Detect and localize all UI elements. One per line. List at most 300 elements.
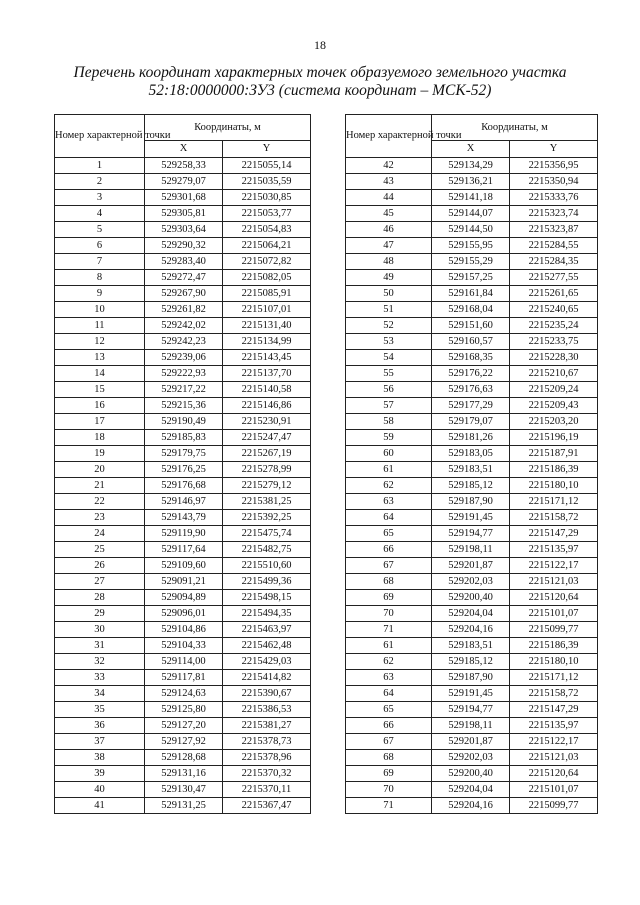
table-row bbox=[346, 702, 598, 718]
cell-x: 529177,29 bbox=[432, 398, 510, 414]
cell-x: 529279,07 bbox=[145, 174, 223, 190]
cell-point-number: 25 bbox=[55, 542, 145, 558]
table-row bbox=[346, 158, 598, 174]
cell-point-number: 67 bbox=[346, 558, 432, 574]
cell-x: 529094,89 bbox=[145, 590, 223, 606]
table-row bbox=[55, 718, 311, 734]
cell-point-number: 32 bbox=[55, 654, 145, 670]
cell-y: 2215284,55 bbox=[510, 238, 598, 254]
cell-x: 529242,23 bbox=[145, 334, 223, 350]
page-number: 18 bbox=[314, 38, 326, 52]
cell-x: 529091,21 bbox=[145, 574, 223, 590]
cell-point-number: 34 bbox=[55, 686, 145, 702]
cell-x: 529198,11 bbox=[432, 718, 510, 734]
cell-point-number: 59 bbox=[346, 430, 432, 446]
cell-point-number: 22 bbox=[55, 494, 145, 510]
cell-y: 2215135,97 bbox=[510, 542, 598, 558]
cell-y: 2215494,35 bbox=[223, 606, 311, 622]
cell-x: 529200,40 bbox=[432, 766, 510, 782]
header-x: X bbox=[145, 141, 223, 158]
cell-x: 529194,77 bbox=[432, 702, 510, 718]
cell-y: 2215064,21 bbox=[223, 238, 311, 254]
cell-y: 2215230,91 bbox=[223, 414, 311, 430]
cell-y: 2215122,17 bbox=[510, 734, 598, 750]
cell-y: 2215122,17 bbox=[510, 558, 598, 574]
table-row bbox=[55, 510, 311, 526]
cell-point-number: 42 bbox=[346, 158, 432, 174]
table-row bbox=[55, 270, 311, 286]
cell-point-number: 64 bbox=[346, 510, 432, 526]
table-row bbox=[55, 542, 311, 558]
header-coordinates: Координаты, м bbox=[432, 115, 598, 141]
cell-y: 2215107,01 bbox=[223, 302, 311, 318]
cell-y: 2215381,25 bbox=[223, 494, 311, 510]
cell-x: 529272,47 bbox=[145, 270, 223, 286]
cell-y: 2215381,27 bbox=[223, 718, 311, 734]
table-row bbox=[55, 222, 311, 238]
cell-point-number: 21 bbox=[55, 478, 145, 494]
cell-point-number: 57 bbox=[346, 398, 432, 414]
cell-x: 529124,63 bbox=[145, 686, 223, 702]
cell-point-number: 63 bbox=[346, 670, 432, 686]
table-row bbox=[346, 318, 598, 334]
cell-x: 529267,90 bbox=[145, 286, 223, 302]
cell-y: 2215367,47 bbox=[223, 798, 311, 814]
cell-x: 529239,06 bbox=[145, 350, 223, 366]
table-row bbox=[346, 718, 598, 734]
cell-point-number: 67 bbox=[346, 734, 432, 750]
cell-point-number: 71 bbox=[346, 622, 432, 638]
cell-x: 529096,01 bbox=[145, 606, 223, 622]
table-row bbox=[55, 238, 311, 254]
cell-x: 529155,95 bbox=[432, 238, 510, 254]
cell-x: 529144,07 bbox=[432, 206, 510, 222]
table-row bbox=[55, 382, 311, 398]
cell-y: 2215261,65 bbox=[510, 286, 598, 302]
table-row bbox=[346, 366, 598, 382]
cell-x: 529179,07 bbox=[432, 414, 510, 430]
cell-y: 2215414,82 bbox=[223, 670, 311, 686]
table-row bbox=[346, 622, 598, 638]
table-row bbox=[346, 478, 598, 494]
cell-point-number: 66 bbox=[346, 718, 432, 734]
cell-point-number: 7 bbox=[55, 254, 145, 270]
table-body-left bbox=[55, 158, 311, 814]
cell-x: 529141,18 bbox=[432, 190, 510, 206]
cell-y: 2215392,25 bbox=[223, 510, 311, 526]
cell-x: 529201,87 bbox=[432, 734, 510, 750]
cell-x: 529204,04 bbox=[432, 606, 510, 622]
cell-y: 2215499,36 bbox=[223, 574, 311, 590]
cell-point-number: 33 bbox=[55, 670, 145, 686]
cell-point-number: 6 bbox=[55, 238, 145, 254]
table-row bbox=[55, 462, 311, 478]
cell-point-number: 35 bbox=[55, 702, 145, 718]
cell-point-number: 26 bbox=[55, 558, 145, 574]
cell-y: 2215463,97 bbox=[223, 622, 311, 638]
cell-point-number: 18 bbox=[55, 430, 145, 446]
page-title bbox=[40, 64, 600, 100]
header-coordinates: Координаты, м bbox=[145, 115, 311, 141]
cell-point-number: 71 bbox=[346, 798, 432, 814]
cell-x: 529185,12 bbox=[432, 478, 510, 494]
cell-point-number: 49 bbox=[346, 270, 432, 286]
header-y: Y bbox=[223, 141, 311, 158]
cell-x: 529215,36 bbox=[145, 398, 223, 414]
table-row bbox=[55, 430, 311, 446]
cell-point-number: 45 bbox=[346, 206, 432, 222]
cell-x: 529290,32 bbox=[145, 238, 223, 254]
cell-point-number: 38 bbox=[55, 750, 145, 766]
cell-y: 2215158,72 bbox=[510, 686, 598, 702]
cell-y: 2215210,67 bbox=[510, 366, 598, 382]
table-row bbox=[55, 174, 311, 190]
table-row bbox=[346, 238, 598, 254]
cell-y: 2215120,64 bbox=[510, 766, 598, 782]
table-row bbox=[346, 446, 598, 462]
cell-x: 529160,57 bbox=[432, 334, 510, 350]
cell-x: 529144,50 bbox=[432, 222, 510, 238]
table-row bbox=[55, 446, 311, 462]
cell-point-number: 50 bbox=[346, 286, 432, 302]
cell-y: 2215186,39 bbox=[510, 638, 598, 654]
cell-point-number: 12 bbox=[55, 334, 145, 350]
cell-point-number: 63 bbox=[346, 494, 432, 510]
table-row bbox=[55, 734, 311, 750]
cell-y: 2215137,70 bbox=[223, 366, 311, 382]
table-row bbox=[346, 494, 598, 510]
cell-point-number: 55 bbox=[346, 366, 432, 382]
cell-x: 529185,12 bbox=[432, 654, 510, 670]
cell-point-number: 54 bbox=[346, 350, 432, 366]
table-row bbox=[55, 254, 311, 270]
cell-y: 2215482,75 bbox=[223, 542, 311, 558]
cell-point-number: 28 bbox=[55, 590, 145, 606]
cell-x: 529217,22 bbox=[145, 382, 223, 398]
table-row bbox=[55, 702, 311, 718]
cell-point-number: 62 bbox=[346, 478, 432, 494]
table-body-right bbox=[346, 158, 598, 814]
cell-y: 2215186,39 bbox=[510, 462, 598, 478]
cell-point-number: 48 bbox=[346, 254, 432, 270]
cell-x: 529185,83 bbox=[145, 430, 223, 446]
cell-x: 529258,33 bbox=[145, 158, 223, 174]
cell-x: 529194,77 bbox=[432, 526, 510, 542]
cell-point-number: 62 bbox=[346, 654, 432, 670]
cell-y: 2215140,58 bbox=[223, 382, 311, 398]
cell-x: 529104,33 bbox=[145, 638, 223, 654]
cell-y: 2215121,03 bbox=[510, 750, 598, 766]
cell-y: 2215072,82 bbox=[223, 254, 311, 270]
cell-point-number: 69 bbox=[346, 766, 432, 782]
cell-y: 2215135,97 bbox=[510, 718, 598, 734]
cell-y: 2215323,74 bbox=[510, 206, 598, 222]
table-row bbox=[55, 622, 311, 638]
header-point-number: Номер характерной точки bbox=[346, 115, 432, 158]
cell-x: 529305,81 bbox=[145, 206, 223, 222]
cell-y: 2215233,75 bbox=[510, 334, 598, 350]
cell-y: 2215187,91 bbox=[510, 446, 598, 462]
cell-y: 2215146,86 bbox=[223, 398, 311, 414]
cell-x: 529117,64 bbox=[145, 542, 223, 558]
table-row bbox=[55, 590, 311, 606]
cell-point-number: 60 bbox=[346, 446, 432, 462]
table-row bbox=[346, 510, 598, 526]
cell-x: 529202,03 bbox=[432, 750, 510, 766]
header-y: Y bbox=[510, 141, 598, 158]
table-row bbox=[346, 430, 598, 446]
cell-x: 529200,40 bbox=[432, 590, 510, 606]
table-row bbox=[346, 462, 598, 478]
table-row bbox=[346, 398, 598, 414]
table-row bbox=[346, 670, 598, 686]
table-row bbox=[55, 574, 311, 590]
table-row bbox=[346, 414, 598, 430]
table-row bbox=[346, 686, 598, 702]
cell-y: 2215180,10 bbox=[510, 654, 598, 670]
cell-point-number: 8 bbox=[55, 270, 145, 286]
cell-x: 529187,90 bbox=[432, 670, 510, 686]
cell-point-number: 68 bbox=[346, 750, 432, 766]
cell-point-number: 17 bbox=[55, 414, 145, 430]
table-row bbox=[346, 302, 598, 318]
table-row bbox=[55, 686, 311, 702]
cell-y: 2215121,03 bbox=[510, 574, 598, 590]
cell-point-number: 39 bbox=[55, 766, 145, 782]
cell-y: 2215131,40 bbox=[223, 318, 311, 334]
cell-point-number: 69 bbox=[346, 590, 432, 606]
coordinates-table-right bbox=[345, 114, 598, 814]
cell-x: 529168,35 bbox=[432, 350, 510, 366]
cell-point-number: 20 bbox=[55, 462, 145, 478]
cell-x: 529181,26 bbox=[432, 430, 510, 446]
cell-x: 529143,79 bbox=[145, 510, 223, 526]
cell-point-number: 29 bbox=[55, 606, 145, 622]
cell-x: 529222,93 bbox=[145, 366, 223, 382]
cell-point-number: 47 bbox=[346, 238, 432, 254]
table-row bbox=[55, 350, 311, 366]
cell-point-number: 44 bbox=[346, 190, 432, 206]
cell-point-number: 70 bbox=[346, 606, 432, 622]
cell-y: 2215228,30 bbox=[510, 350, 598, 366]
cell-y: 2215209,24 bbox=[510, 382, 598, 398]
cell-x: 529201,87 bbox=[432, 558, 510, 574]
cell-y: 2215378,73 bbox=[223, 734, 311, 750]
cell-x: 529127,92 bbox=[145, 734, 223, 750]
cell-y: 2215350,94 bbox=[510, 174, 598, 190]
table-row bbox=[55, 206, 311, 222]
cell-x: 529242,02 bbox=[145, 318, 223, 334]
cell-x: 529183,51 bbox=[432, 462, 510, 478]
cell-x: 529176,25 bbox=[145, 462, 223, 478]
table-row bbox=[55, 654, 311, 670]
cell-y: 2215498,15 bbox=[223, 590, 311, 606]
table-row bbox=[346, 174, 598, 190]
cell-point-number: 53 bbox=[346, 334, 432, 350]
cell-point-number: 58 bbox=[346, 414, 432, 430]
cell-y: 2215462,48 bbox=[223, 638, 311, 654]
cell-y: 2215101,07 bbox=[510, 782, 598, 798]
table-row bbox=[55, 334, 311, 350]
cell-y: 2215323,87 bbox=[510, 222, 598, 238]
table-row bbox=[55, 190, 311, 206]
table-row bbox=[346, 590, 598, 606]
cell-point-number: 64 bbox=[346, 686, 432, 702]
cell-point-number: 14 bbox=[55, 366, 145, 382]
cell-point-number: 65 bbox=[346, 702, 432, 718]
table-row bbox=[55, 478, 311, 494]
cell-y: 2215284,35 bbox=[510, 254, 598, 270]
cell-point-number: 65 bbox=[346, 526, 432, 542]
header-x: X bbox=[432, 141, 510, 158]
cell-y: 2215171,12 bbox=[510, 670, 598, 686]
table-row bbox=[55, 286, 311, 302]
cell-point-number: 41 bbox=[55, 798, 145, 814]
cell-point-number: 2 bbox=[55, 174, 145, 190]
table-row bbox=[55, 494, 311, 510]
table-row bbox=[55, 798, 311, 814]
cell-x: 529136,21 bbox=[432, 174, 510, 190]
cell-y: 2215196,19 bbox=[510, 430, 598, 446]
cell-point-number: 4 bbox=[55, 206, 145, 222]
table-row bbox=[346, 542, 598, 558]
cell-point-number: 13 bbox=[55, 350, 145, 366]
table-row bbox=[346, 734, 598, 750]
cell-point-number: 37 bbox=[55, 734, 145, 750]
cell-x: 529261,82 bbox=[145, 302, 223, 318]
cell-y: 2215082,05 bbox=[223, 270, 311, 286]
cell-point-number: 56 bbox=[346, 382, 432, 398]
cell-x: 529283,40 bbox=[145, 254, 223, 270]
table-row bbox=[55, 638, 311, 654]
cell-point-number: 3 bbox=[55, 190, 145, 206]
cell-y: 2215279,12 bbox=[223, 478, 311, 494]
cell-y: 2215356,95 bbox=[510, 158, 598, 174]
cell-x: 529146,97 bbox=[145, 494, 223, 510]
cell-point-number: 70 bbox=[346, 782, 432, 798]
cell-y: 2215171,12 bbox=[510, 494, 598, 510]
cell-x: 529204,16 bbox=[432, 622, 510, 638]
cell-x: 529176,63 bbox=[432, 382, 510, 398]
table-row bbox=[55, 414, 311, 430]
table-row bbox=[346, 654, 598, 670]
cell-point-number: 23 bbox=[55, 510, 145, 526]
table-row bbox=[346, 638, 598, 654]
cell-y: 2215055,14 bbox=[223, 158, 311, 174]
cell-x: 529198,11 bbox=[432, 542, 510, 558]
cell-point-number: 46 bbox=[346, 222, 432, 238]
cell-x: 529303,64 bbox=[145, 222, 223, 238]
table-row bbox=[346, 270, 598, 286]
table-row bbox=[55, 766, 311, 782]
table-row bbox=[346, 350, 598, 366]
cell-y: 2215099,77 bbox=[510, 798, 598, 814]
cell-y: 2215147,29 bbox=[510, 702, 598, 718]
cell-y: 2215030,85 bbox=[223, 190, 311, 206]
cell-point-number: 15 bbox=[55, 382, 145, 398]
cell-x: 529161,84 bbox=[432, 286, 510, 302]
cell-point-number: 10 bbox=[55, 302, 145, 318]
cell-x: 529128,68 bbox=[145, 750, 223, 766]
cell-point-number: 1 bbox=[55, 158, 145, 174]
cell-point-number: 52 bbox=[346, 318, 432, 334]
cell-x: 529125,80 bbox=[145, 702, 223, 718]
cell-y: 2215085,91 bbox=[223, 286, 311, 302]
cell-x: 529127,20 bbox=[145, 718, 223, 734]
cell-point-number: 36 bbox=[55, 718, 145, 734]
cell-x: 529179,75 bbox=[145, 446, 223, 462]
cell-point-number: 27 bbox=[55, 574, 145, 590]
table-row bbox=[346, 526, 598, 542]
cell-point-number: 51 bbox=[346, 302, 432, 318]
cell-x: 529187,90 bbox=[432, 494, 510, 510]
cell-x: 529176,22 bbox=[432, 366, 510, 382]
cell-y: 2215235,24 bbox=[510, 318, 598, 334]
table-row bbox=[55, 302, 311, 318]
table-row bbox=[55, 750, 311, 766]
title-line-1: Перечень координат характерных точек образуемого земельного участка bbox=[73, 64, 567, 81]
table-row bbox=[346, 222, 598, 238]
cell-y: 2215278,99 bbox=[223, 462, 311, 478]
cell-point-number: 66 bbox=[346, 542, 432, 558]
table-row bbox=[55, 158, 311, 174]
cell-y: 2215429,03 bbox=[223, 654, 311, 670]
cell-y: 2215099,77 bbox=[510, 622, 598, 638]
table-row bbox=[346, 190, 598, 206]
cell-point-number: 9 bbox=[55, 286, 145, 302]
table-row bbox=[346, 382, 598, 398]
cell-point-number: 11 bbox=[55, 318, 145, 334]
cell-x: 529157,25 bbox=[432, 270, 510, 286]
table-row bbox=[55, 366, 311, 382]
cell-x: 529301,68 bbox=[145, 190, 223, 206]
cell-x: 529114,00 bbox=[145, 654, 223, 670]
cell-y: 2215378,96 bbox=[223, 750, 311, 766]
cell-x: 529104,86 bbox=[145, 622, 223, 638]
cell-y: 2215053,77 bbox=[223, 206, 311, 222]
cell-y: 2215209,43 bbox=[510, 398, 598, 414]
cell-y: 2215101,07 bbox=[510, 606, 598, 622]
table-row bbox=[346, 206, 598, 222]
cell-y: 2215277,55 bbox=[510, 270, 598, 286]
cell-x: 529131,16 bbox=[145, 766, 223, 782]
table-row bbox=[55, 606, 311, 622]
cell-y: 2215203,20 bbox=[510, 414, 598, 430]
cell-x: 529191,45 bbox=[432, 510, 510, 526]
cell-x: 529168,04 bbox=[432, 302, 510, 318]
cell-point-number: 19 bbox=[55, 446, 145, 462]
table-row bbox=[55, 318, 311, 334]
header-point-number: Номер характерной точки bbox=[55, 115, 145, 158]
cell-x: 529119,90 bbox=[145, 526, 223, 542]
cell-y: 2215120,64 bbox=[510, 590, 598, 606]
table-row bbox=[346, 606, 598, 622]
cell-y: 2215143,45 bbox=[223, 350, 311, 366]
cell-y: 2215147,29 bbox=[510, 526, 598, 542]
cell-point-number: 43 bbox=[346, 174, 432, 190]
table-row bbox=[346, 766, 598, 782]
cell-y: 2215333,76 bbox=[510, 190, 598, 206]
cell-point-number: 61 bbox=[346, 638, 432, 654]
cell-y: 2215370,11 bbox=[223, 782, 311, 798]
cell-y: 2215475,74 bbox=[223, 526, 311, 542]
cell-y: 2215390,67 bbox=[223, 686, 311, 702]
cell-y: 2215510,60 bbox=[223, 558, 311, 574]
cell-y: 2215054,83 bbox=[223, 222, 311, 238]
cell-y: 2215386,53 bbox=[223, 702, 311, 718]
table-row bbox=[346, 286, 598, 302]
cell-y: 2215370,32 bbox=[223, 766, 311, 782]
